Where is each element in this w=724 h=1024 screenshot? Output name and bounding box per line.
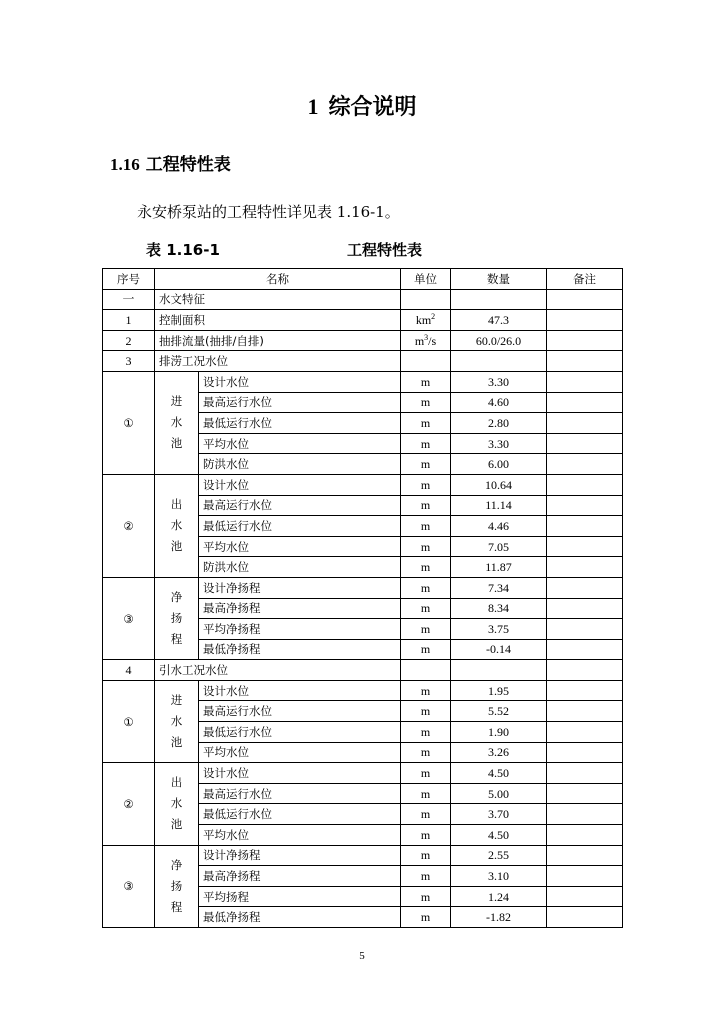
item-unit: m	[401, 639, 451, 660]
table-row	[103, 680, 623, 701]
item-qty: 2.55	[451, 845, 547, 866]
row-name: 排涝工况水位	[155, 351, 401, 372]
chapter-heading	[0, 90, 724, 121]
unit-superscript: 2	[431, 311, 436, 321]
item-qty: 4.46	[451, 516, 547, 537]
group-label	[155, 845, 199, 927]
item-qty: 7.34	[451, 577, 547, 598]
item-name: 防洪水位	[199, 454, 401, 475]
item-note	[547, 495, 623, 516]
item-name: 设计水位	[199, 763, 401, 784]
item-note	[547, 516, 623, 537]
group-label	[155, 680, 199, 762]
item-name: 最低运行水位	[199, 516, 401, 537]
chapter-number: 1	[307, 94, 319, 119]
item-name: 最高净扬程	[199, 598, 401, 619]
item-qty: 3.30	[451, 371, 547, 392]
row-unit	[401, 660, 451, 681]
group-label-char: 净	[170, 590, 183, 605]
group-label-char: 扬	[170, 878, 183, 893]
item-unit: m	[401, 680, 451, 701]
item-name: 最低运行水位	[199, 722, 401, 743]
group-label-char: 程	[170, 899, 183, 914]
item-name: 防洪水位	[199, 557, 401, 578]
item-note	[547, 804, 623, 825]
item-unit: m	[401, 371, 451, 392]
group-label-char: 进	[170, 693, 183, 708]
header-unit: 单位	[401, 269, 451, 290]
item-name: 平均扬程	[199, 886, 401, 907]
item-name: 最低净扬程	[199, 639, 401, 660]
group-seq: ③	[103, 577, 155, 659]
header-qty: 数量	[451, 269, 547, 290]
header-seq: 序号	[103, 269, 155, 290]
group-label	[155, 371, 199, 474]
item-qty: 3.10	[451, 866, 547, 887]
table-row	[103, 577, 623, 598]
row-note	[547, 351, 623, 372]
group-label-char: 水	[170, 415, 183, 430]
item-unit: m	[401, 577, 451, 598]
group-seq: ②	[103, 763, 155, 845]
table-row	[103, 371, 623, 392]
row-unit	[401, 289, 451, 310]
group-label-char: 水	[170, 714, 183, 729]
page-number: 5	[359, 950, 365, 962]
item-note	[547, 722, 623, 743]
item-note	[547, 474, 623, 495]
group-label-char: 净	[170, 857, 183, 872]
item-name: 设计净扬程	[199, 577, 401, 598]
item-unit: m	[401, 413, 451, 434]
row-name: 引水工况水位	[155, 660, 401, 681]
item-note	[547, 763, 623, 784]
item-name: 最高运行水位	[199, 392, 401, 413]
item-qty: 4.50	[451, 825, 547, 846]
item-unit: m	[401, 783, 451, 804]
item-unit: m	[401, 454, 451, 475]
item-qty: 2.80	[451, 413, 547, 434]
item-unit: m	[401, 722, 451, 743]
row-qty	[451, 289, 547, 310]
table-row	[103, 310, 623, 331]
item-unit: m	[401, 598, 451, 619]
item-note	[547, 413, 623, 434]
item-note	[547, 433, 623, 454]
item-qty: 11.87	[451, 557, 547, 578]
table-header-row	[103, 269, 623, 290]
group-label-char: 出	[170, 775, 183, 790]
item-note	[547, 866, 623, 887]
item-name: 最高净扬程	[199, 866, 401, 887]
table-row	[103, 660, 623, 681]
item-unit: m	[401, 742, 451, 763]
item-unit: m	[401, 845, 451, 866]
unit-base: km	[415, 312, 432, 327]
item-note	[547, 639, 623, 660]
group-label-char: 进	[170, 394, 183, 409]
item-name: 最低净扬程	[199, 907, 401, 928]
item-unit: m	[401, 516, 451, 537]
spec-table	[102, 268, 623, 928]
section-number: 1.16	[110, 155, 140, 174]
item-qty: 3.26	[451, 742, 547, 763]
group-label	[155, 474, 199, 577]
row-qty	[451, 660, 547, 681]
item-qty: 4.50	[451, 763, 547, 784]
item-name: 最高运行水位	[199, 783, 401, 804]
group-seq: ③	[103, 845, 155, 927]
unit-superscript: 3	[424, 332, 429, 342]
item-note	[547, 371, 623, 392]
item-qty: 1.24	[451, 886, 547, 907]
group-label-char: 程	[170, 632, 183, 647]
group-label-char: 出	[170, 497, 183, 512]
item-note	[547, 886, 623, 907]
row-note	[547, 310, 623, 331]
row-qty: 47.3	[451, 310, 547, 331]
item-qty: 1.90	[451, 722, 547, 743]
item-note	[547, 783, 623, 804]
unit-tail: /s	[428, 333, 437, 348]
row-seq: 2	[103, 330, 155, 351]
item-name: 最低运行水位	[199, 804, 401, 825]
row-name: 水文特征	[155, 289, 401, 310]
table-row	[103, 351, 623, 372]
section-heading	[110, 150, 231, 175]
item-qty: 8.34	[451, 598, 547, 619]
item-qty: -0.14	[451, 639, 547, 660]
item-qty: 10.64	[451, 474, 547, 495]
item-name: 平均水位	[199, 825, 401, 846]
group-label-char: 水	[170, 796, 183, 811]
item-unit: m	[401, 825, 451, 846]
item-qty: 11.14	[451, 495, 547, 516]
row-name: 控制面积	[155, 310, 401, 331]
item-name: 平均净扬程	[199, 619, 401, 640]
item-unit: m	[401, 557, 451, 578]
group-label-char: 池	[170, 817, 183, 832]
table-row	[103, 330, 623, 351]
item-qty: -1.82	[451, 907, 547, 928]
row-seq: 一	[103, 289, 155, 310]
item-unit: m	[401, 763, 451, 784]
item-name: 设计水位	[199, 474, 401, 495]
item-note	[547, 825, 623, 846]
item-name: 最低运行水位	[199, 413, 401, 434]
item-note	[547, 454, 623, 475]
item-note	[547, 742, 623, 763]
group-label	[155, 763, 199, 845]
header-note: 备注	[547, 269, 623, 290]
group-seq: ①	[103, 371, 155, 474]
table-caption-title: 工程特性表	[347, 241, 423, 259]
item-name: 平均水位	[199, 433, 401, 454]
item-name: 最高运行水位	[199, 495, 401, 516]
header-name: 名称	[155, 269, 401, 290]
group-label-char: 水	[170, 518, 183, 533]
item-note	[547, 907, 623, 928]
table-caption-number: 表 1.16-1	[146, 241, 220, 259]
item-unit: m	[401, 495, 451, 516]
item-qty: 6.00	[451, 454, 547, 475]
group-label-char: 池	[170, 735, 183, 750]
row-note	[547, 330, 623, 351]
row-qty	[451, 351, 547, 372]
item-name: 最高运行水位	[199, 701, 401, 722]
table-row	[103, 289, 623, 310]
item-note	[547, 536, 623, 557]
group-label-char: 池	[170, 539, 183, 554]
group-label	[155, 577, 199, 659]
item-qty: 5.52	[451, 701, 547, 722]
item-note	[547, 680, 623, 701]
item-unit: m	[401, 474, 451, 495]
group-seq: ②	[103, 474, 155, 577]
row-unit	[401, 310, 451, 331]
intro-paragraph: 永安桥泵站的工程特性详见表 1.16-1。	[137, 203, 400, 221]
group-label-char: 扬	[170, 611, 183, 626]
row-note	[547, 289, 623, 310]
item-unit: m	[401, 536, 451, 557]
item-note	[547, 557, 623, 578]
item-name: 设计水位	[199, 680, 401, 701]
row-note	[547, 660, 623, 681]
item-unit: m	[401, 433, 451, 454]
item-unit: m	[401, 701, 451, 722]
unit-base: m	[414, 333, 425, 348]
item-note	[547, 701, 623, 722]
row-seq: 3	[103, 351, 155, 372]
item-qty: 1.95	[451, 680, 547, 701]
group-label-char: 池	[170, 436, 183, 451]
item-name: 平均水位	[199, 536, 401, 557]
row-unit	[401, 351, 451, 372]
group-seq: ①	[103, 680, 155, 762]
row-name: 抽排流量(抽排/自排)	[155, 330, 401, 351]
item-unit: m	[401, 392, 451, 413]
item-qty: 5.00	[451, 783, 547, 804]
item-name: 设计净扬程	[199, 845, 401, 866]
row-seq: 1	[103, 310, 155, 331]
section-title: 工程特性表	[145, 155, 231, 175]
row-seq: 4	[103, 660, 155, 681]
chapter-title: 综合说明	[328, 95, 417, 120]
item-name: 平均水位	[199, 742, 401, 763]
item-note	[547, 577, 623, 598]
table-row	[103, 474, 623, 495]
item-unit: m	[401, 907, 451, 928]
table-row	[103, 763, 623, 784]
item-name: 设计水位	[199, 371, 401, 392]
item-qty: 3.30	[451, 433, 547, 454]
item-unit: m	[401, 804, 451, 825]
item-note	[547, 392, 623, 413]
item-note	[547, 598, 623, 619]
item-note	[547, 845, 623, 866]
item-qty: 3.75	[451, 619, 547, 640]
item-note	[547, 619, 623, 640]
item-qty: 7.05	[451, 536, 547, 557]
row-unit	[401, 330, 451, 351]
item-qty: 3.70	[451, 804, 547, 825]
table-row	[103, 845, 623, 866]
item-unit: m	[401, 886, 451, 907]
row-qty: 60.0/26.0	[451, 330, 547, 351]
item-qty: 4.60	[451, 392, 547, 413]
item-unit: m	[401, 619, 451, 640]
item-unit: m	[401, 866, 451, 887]
